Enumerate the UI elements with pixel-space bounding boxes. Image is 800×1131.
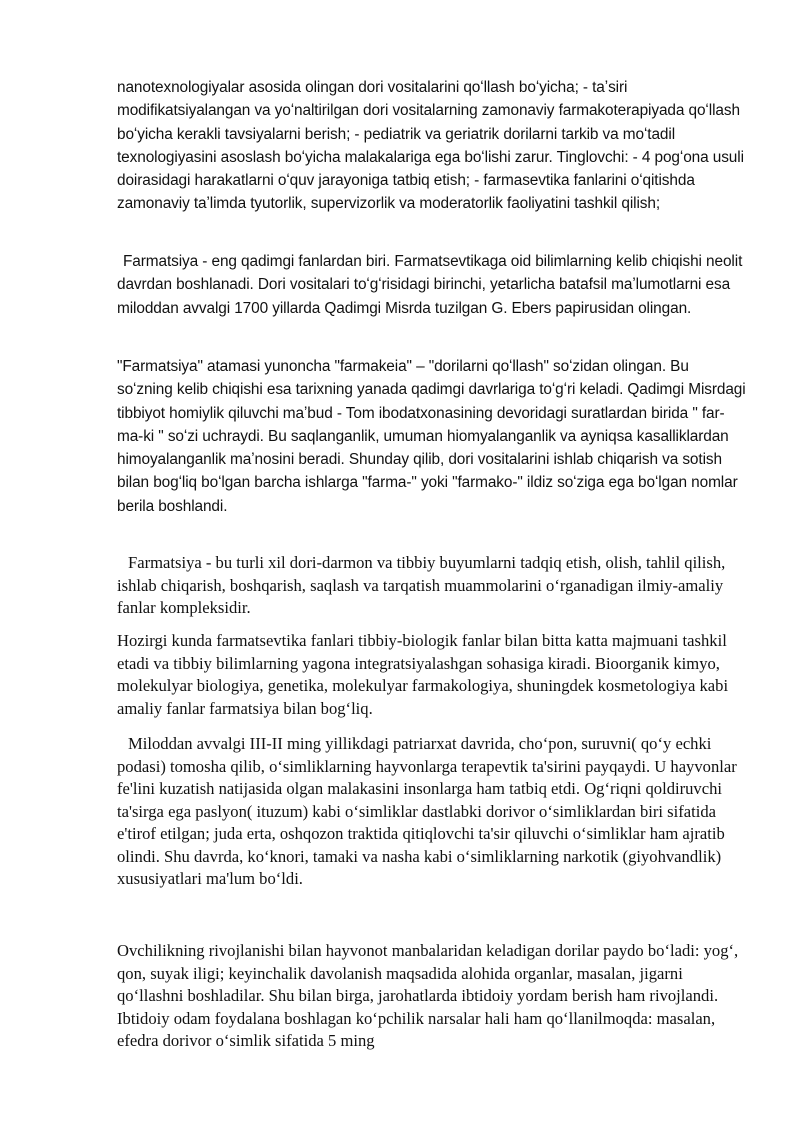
paragraph-2: Farmatsiya - eng qadimgi fanlardan biri. Farmatsevtikaga oid bilimlarning kelib chiqishi neolit davrdan boshlanadi. Dori vositalari toʻgʻrisidagi birinchi, yetarlicha batafsil maʼlumotlarni esa miloddan avvalgi 1700 yillarda Qadimgi Misrda tuzilgan G. Ebers papirusidan olingan. [117,253,743,317]
paragraph-3: "Farmatsiya" atamasi yunoncha "farmakeia" – "dorilarni qoʻllash" soʻzidan olingan. Bu soʻzning kelib chiqishi esa tarixning yanada qadimgi davrlariga toʻgʻri keladi. Qadimgi Misrdagi tibbiyot homiylik qiluvchi maʼbud - Tom ibodatxonasining devoridagi suratlardan birida " far-ma-ki " soʻzi uchraydi. Bu saqlanganlik, umuman hiomyalanganlik va ayniqsa kasalliklardan himoyalanganlik maʼnosini beradi. Shunday qilib, dori vositalarini ishlab chiqarish va sotish bilan bogʻliq boʻlgan barcha ishlarga "farma-" yoki "farmako-" ildiz soʻziga ega boʻlgan nomlar berila boshlandi. [117,358,746,515]
paragraph-5: Hozirgi kunda farmatsevtika fanlari tibbiy-biologik fanlar bilan bitta katta majmuani tashkil etadi va tibbiy bilimlarning yagona integratsiyalashgan sohasiga kiradi. Bioorganik kimyo, molekulyar biologiya, genetika, molekulyar farmakologiya, shuningdek kosmetologiya kabi amaliy fanlar farmatsiya bilan bogʻliq. [117,631,729,718]
paragraph-7: Ovchilikning rivojlanishi bilan hayvonot manbalaridan keladigan dorilar paydo boʻladi: yogʻ, qon, suyak iligi; keyinchalik davolanish maqsadida alohida organlar, masalan, jigarni qoʻllashni boshladilar. Shu bilan birga, jarohatlarda ibtidoiy yordam berish ham rivojlandi. Ibtidoiy odam foydalana boshlagan koʻpchilik narsalar hali ham qoʻllanilmoqda: masalan, efedra dorivor oʻsimlik sifatida 5 ming [117,941,739,1050]
paragraph-4: Farmatsiya - bu turli xil dori-darmon va tibbiy buyumlarni tadqiq etish, olish, tahlil qilish, ishlab chiqarish, boshqarish, saqlash va tarqatish muammolarini oʻrganadigan ilmiy-amaliy fanlar kompleksidir. [117,553,726,617]
paragraph-6: Miloddan avvalgi III-II ming yillikdagi patriarxat davrida, choʻpon, suruvni( qoʻy echki podasi) tomosha qilib, oʻsimliklarning hayvonlarga terapevtik ta'sirini payqaydi. U hayvonlar fe'lini kuzatish natijasida olgan malakasini insonlarga ham tatbiq etdi. Ogʻriqni qoldiruvchi ta'sirga ega paslyon( ituzum) kabi oʻsimliklar dastlabki dorivor oʻsimliklardan biri sifatida e'tirof etilgan; juda erta, oshqozon traktida qitiqlovchi ta'sir qiluvchi oʻsimliklar ham ajratib olindi. Shu davrda, koʻknori, tamaki va nasha kabi oʻsimliklarning narkotik (giyohvandlik) xususiyatlari ma'lum boʻldi. [117,734,737,888]
paragraph-1: nanotexnologiyalar asosida olingan dori vositalarini qoʻllash boʻyicha; - taʼsiri modifikatsiyalangan va yoʻnaltirilgan dori vositalarning zamonaviy farmakoterapiyada qoʻllash boʻyicha kerakli tavsiyalarni berish; - pediatrik va geriatrik dorilarni tarkib va moʻtadil texnologiyasini asoslash boʻyicha malakalariga ega boʻlishi zarur. Tinglovchi: - 4 pogʻona usuli doirasidagi harakatlarni oʻquv jarayoniga tatbiq etish; - farmasevtika fanlarini oʻqitishda zamonaviy taʼlimda tyutorlik, supervizorlik va moderatorlik faoliyatini tashkil qilish; [117,79,744,213]
